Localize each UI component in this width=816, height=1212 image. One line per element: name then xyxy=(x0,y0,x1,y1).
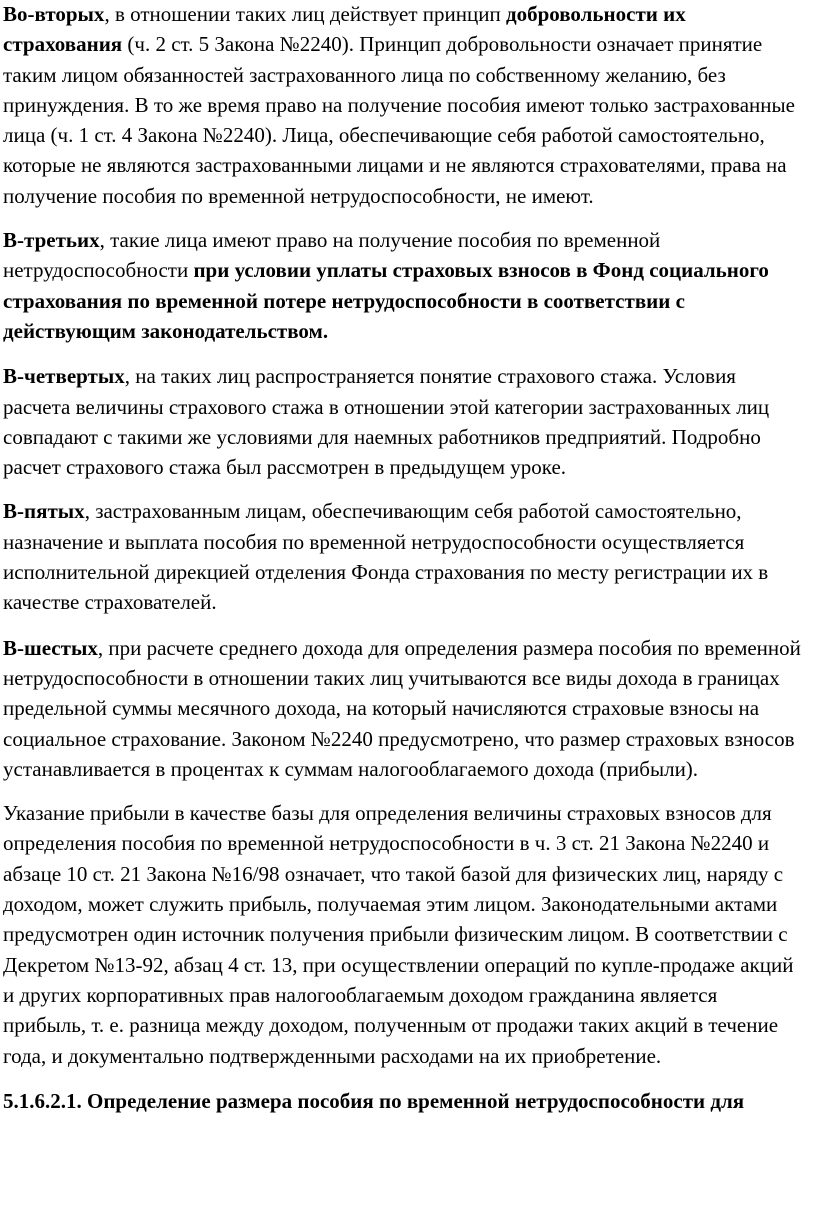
paragraph-text: Указание прибыли в качестве базы для определения величины страховых взносов для определения пособия по временной нетрудоспособности в ч. 3 ст. 21 Закона №2240 и абзаце 10 ст. 21 Закона №16/98 означает, что такой базой для физических лиц, наряду с доходом, может служить прибыль, получаемая этим лицом. Законодательными актами предусмотрен один источник получения прибыли физическим лицом. В соответствии с Декретом №13-92, абзац 4 ст. 13, при осуществлении операций по купле-продаже акций и других корпоративных прав налогооблагаемым доходом гражданина является прибыль, т. е. разница между доходом, полученным от продажи таких акций в течение года, и документально подтвержденными расходами на их приобретение. xyxy=(3,801,794,1068)
paragraph-lead: Во-вторых xyxy=(3,2,105,26)
paragraph-text: , при расчете среднего дохода для определения размера пособия по временной нетрудоспособности в отношении таких лиц учитываются все виды дохода в границах предельной суммы месячного дохода, на который начисляются страховые взносы на социальное страхование. Законом №2240 предусмотрено, что размер страховых взносов устанавливается в процентах к суммам налогооблагаемого дохода (прибыли). xyxy=(3,635,801,781)
paragraph-second xyxy=(3,0,804,211)
paragraph-third xyxy=(3,225,804,346)
paragraph-lead: В-четвертых xyxy=(3,364,125,389)
paragraph-lead: В-третьих xyxy=(3,228,100,253)
paragraph-text: , такие лица имеют право на получение пособия по временной нетрудоспособности xyxy=(3,228,661,283)
paragraph-profit-basis xyxy=(3,798,804,1071)
paragraph-lead: В-шестых xyxy=(3,635,98,660)
paragraph-sixth xyxy=(3,633,804,784)
paragraph-text: (ч. 2 ст. 5 Закона №2240). Принцип добровольности означает принятие таким лицом обязанностей застрахованного лица по собственному желанию, без принуждения. В то же время право на получение пособия имеют только застрахованные лица (ч. 1 ст. 4 Закона №2240). Лица, обеспечивающие себя работой самостоятельно, которые не являются застрахованными лицами и не являются страхователями, права на получение пособия по временной нетрудоспособности, не имеют. xyxy=(3,32,795,208)
paragraph-lead: В-пятых xyxy=(3,499,85,524)
paragraph-text: , застрахованным лицам, обеспечивающим себя работой самостоятельно, назначение и выплата пособия по временной нетрудоспособности осуществляется исполнительной дирекцией отделения Фонда страхования по месту регистрации их в качестве страхователей. xyxy=(3,499,769,615)
paragraph-fifth xyxy=(3,496,804,617)
paragraph-text: , на таких лиц распространяется понятие страхового стажа. Условия расчета величины страхового стажа в отношении этой категории застрахованных лиц совпадают с такими же условиями для наемных работников предприятий. Подробно расчет страхового стажа был рассмотрен в предыдущем уроке. xyxy=(3,364,770,480)
section-heading: 5.1.6.2.1. Определение размера пособия по временной нетрудоспособности для xyxy=(3,1088,745,1113)
paragraph-fourth xyxy=(3,361,804,482)
paragraph-emphasis: добровольности их страхования xyxy=(3,2,686,57)
paragraph-emphasis: при условии уплаты страховых взносов в Фонд социального страхования по временной потере нетрудоспособности в соответствии с действующим законодательством. xyxy=(3,258,769,343)
paragraph-text: , в отношении таких лиц действует принцип xyxy=(104,2,506,26)
